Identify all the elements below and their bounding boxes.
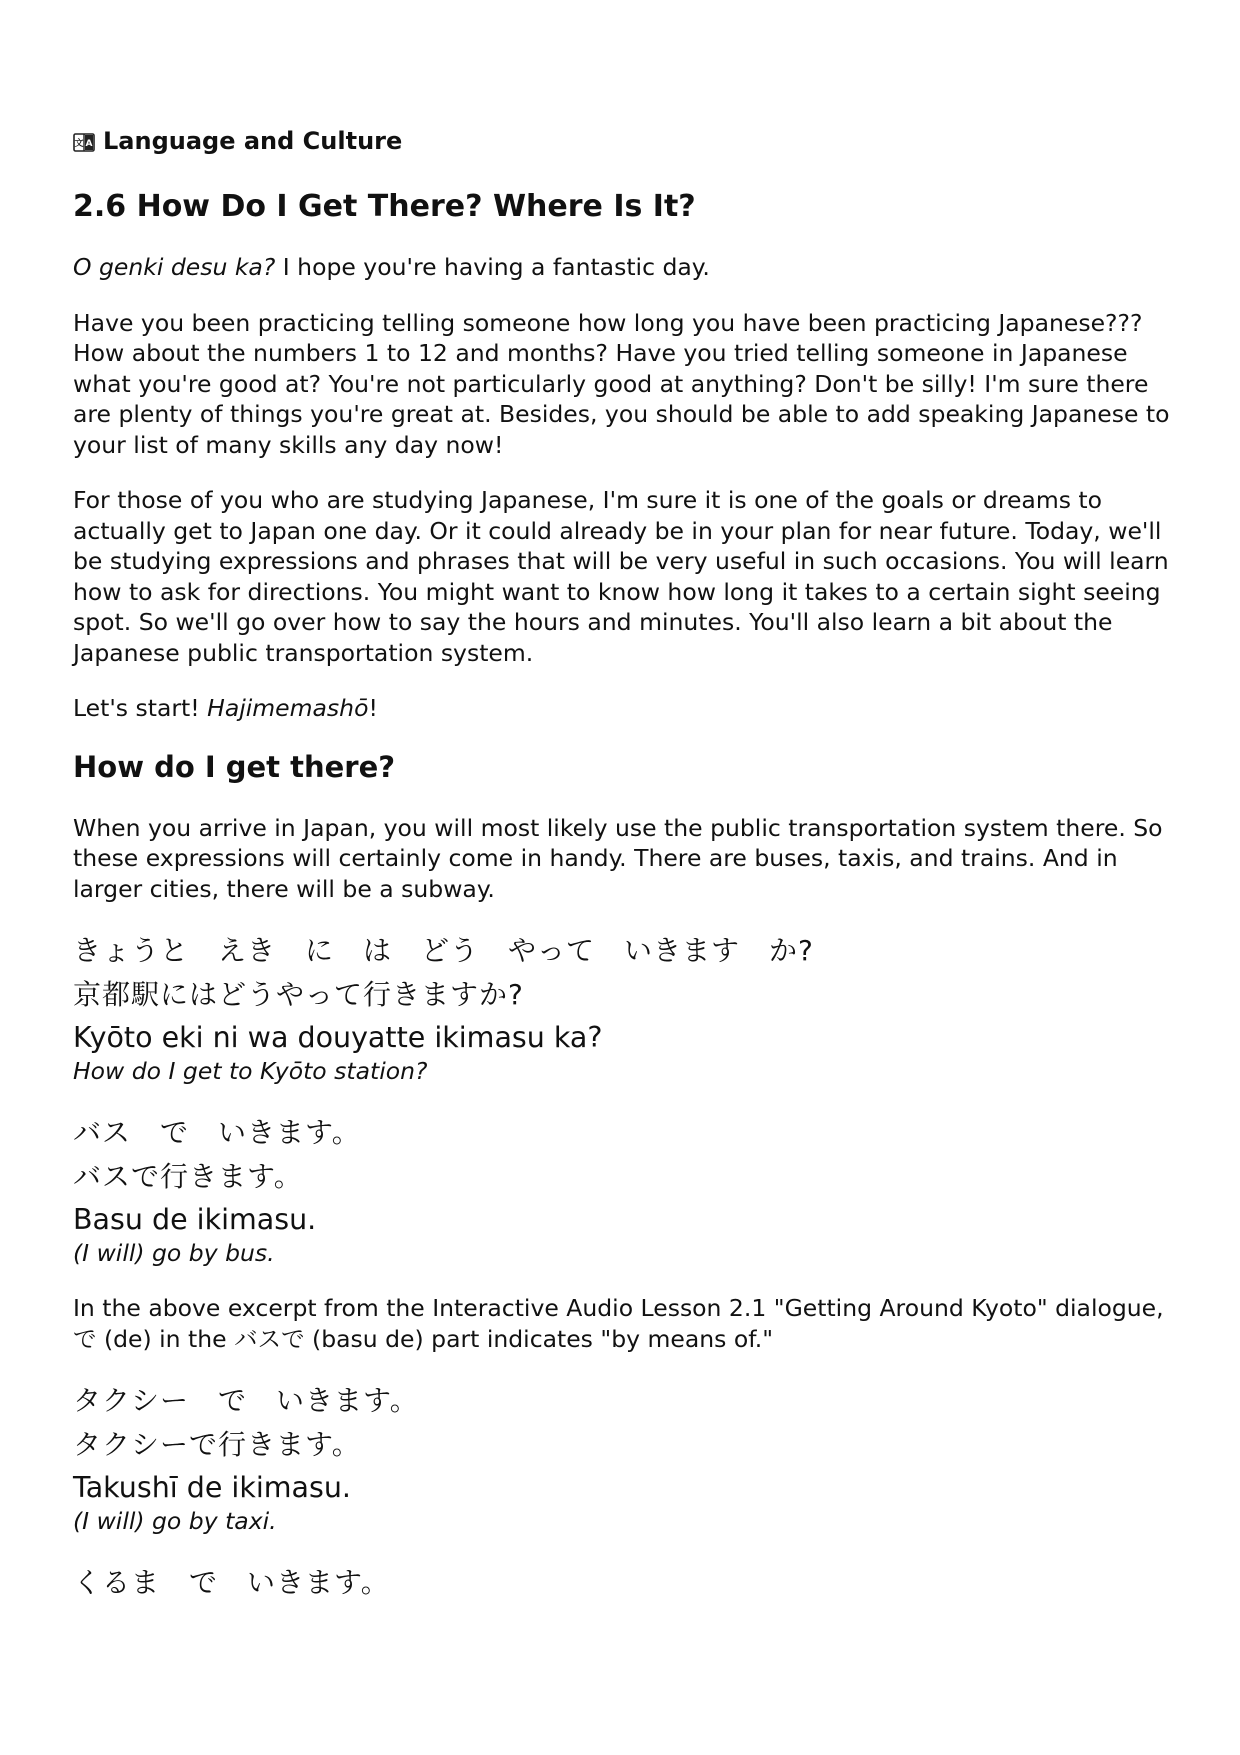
svg-text:文: 文 [74, 139, 84, 149]
category-header [73, 126, 1173, 156]
example-kana: きょうと えき に は どう やって いきます か? [73, 934, 814, 967]
example-english: How do I get to Kyōto station? [73, 1057, 428, 1085]
lets-start-text: Let's start! [73, 694, 208, 722]
section-intro: When you arrive in Japan, you will most likely use the public transportation system there. So these expressions will certainly come in handy. There are buses, taxis, and trains. And in larger cities, there will be a subway. [73, 813, 1163, 903]
example-block [73, 929, 1173, 1085]
example-block [73, 1561, 1173, 1605]
example-block [73, 1379, 1173, 1535]
section-heading: How do I get there? [73, 749, 396, 784]
greeting-japanese: O genki desu ka? [73, 253, 276, 281]
category-label: Language and Culture [103, 127, 403, 155]
excerpt-note: In the above excerpt from the Interactive Audio Lesson 2.1 "Getting Around Kyoto" dialogue, で (de) in the バスで (basu de) part indicates "by means of." [73, 1294, 1164, 1353]
example-kana: タクシー で いきます。 [73, 1384, 419, 1417]
example-kanji: タクシーで行きます。 [73, 1428, 361, 1461]
page-title: 2.6 How Do I Get There? Where Is It? [73, 189, 696, 224]
intro-paragraph-1: Have you been practicing telling someone how long you have been practicing Japanese??? How about the numbers 1 to 12 and months? Have you tried telling someone in Japanese what you're good at? You're not particularly good at anything? Don't be silly! I'm sure there are plenty of things you're great at. Besides, you should be able to add speaking Japanese to your list of many skills any day now! [73, 308, 1170, 459]
example-kanji: 京都駅にはどうやって行きますか? [73, 978, 524, 1011]
example-romaji: Basu de ikimasu. [73, 1203, 317, 1236]
lets-start-paragraph [73, 693, 1173, 724]
example-kana: バス で いきます。 [73, 1116, 361, 1149]
greeting-paragraph [73, 252, 1173, 283]
document-page [73, 126, 1173, 1605]
example-kana: くるま で いきます。 [73, 1566, 390, 1599]
language-icon [73, 130, 95, 152]
greeting-english: I hope you're having a fantastic day. [275, 253, 710, 281]
example-english: (I will) go by bus. [73, 1239, 275, 1267]
example-romaji: Takushī de ikimasu. [73, 1471, 351, 1504]
example-romaji: Kyōto eki ni wa douyatte ikimasu ka? [73, 1021, 603, 1054]
svg-text:A: A [85, 139, 93, 149]
lets-start-japanese: Hajimemashō [207, 694, 369, 722]
example-english: (I will) go by taxi. [73, 1507, 277, 1535]
intro-paragraph-2: For those of you who are studying Japanese, I'm sure it is one of the goals or dreams to actually get to Japan one day. Or it could already be in your plan for near future. Today, we'll be studying expressions and phrases that will be very useful in such occasions. You will learn how to ask for directions. You might want to know how long it takes to a certain sight seeing spot. So we'll go over how to say the hours and minutes. You'll also learn a bit about the Japanese public transportation system. [73, 486, 1169, 667]
example-block [73, 1111, 1173, 1267]
example-kanji: バスで行きます。 [73, 1160, 303, 1193]
lets-start-end: ! [368, 694, 378, 722]
